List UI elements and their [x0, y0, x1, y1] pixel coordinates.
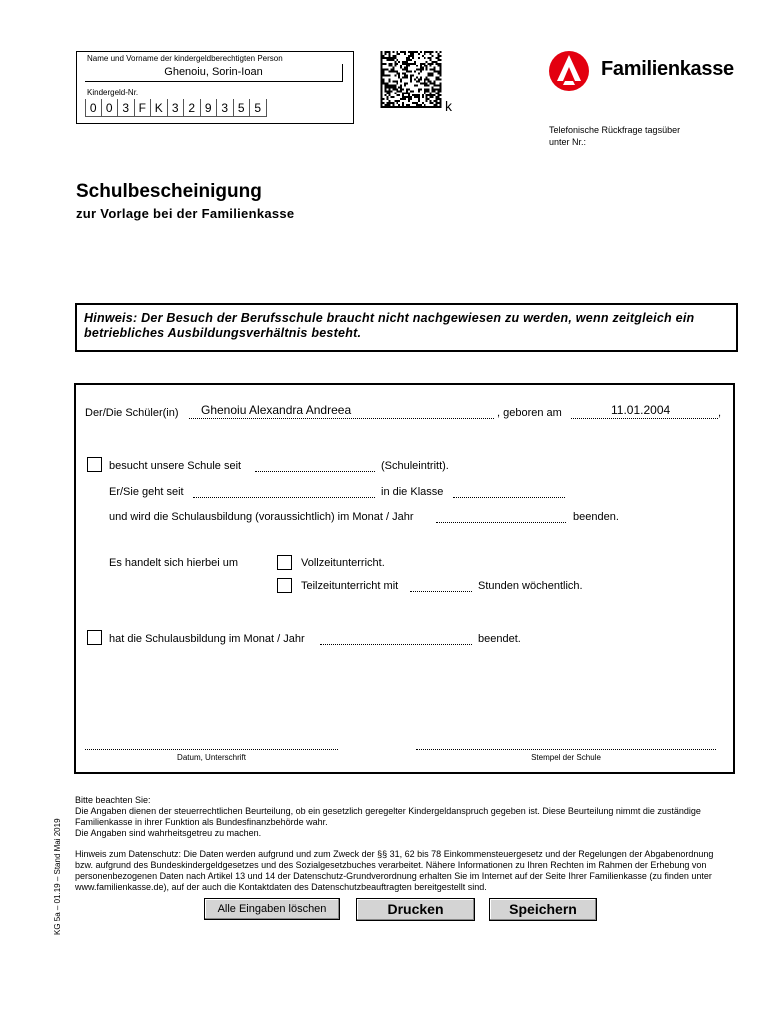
fulltime-label: Vollzeitunterricht.	[301, 557, 385, 569]
clear-inputs-button[interactable]: Alle Eingaben löschen	[204, 898, 340, 920]
signature-label: Datum, Unterschrift	[177, 753, 246, 762]
name-label: Name und Vorname der kindergeldberechtigten Person	[87, 54, 283, 63]
recipient-header-box	[76, 51, 354, 124]
class-since-field[interactable]	[193, 487, 375, 498]
qr-suffix: k	[445, 98, 452, 114]
privacy-paragraph: Hinweis zum Datenschutz: Die Daten werden aufgrund und zum Zweck der §§ 31, 62 bis 78 Einkommensteuergesetz und der Regelungen der Abgabenordnung bzw. aufgrund des Bundeskindergeldgesetzes und des Sozialgesetzbuches verarbeitet. Nähere Informationen zu Ihren Rechten im Rahmen der Erhebung von personenbezogenen Daten nach Artikel 13 und 14 der Datenschutz-Grundverordnung erhalten Sie im Internet auf der Seite Ihrer Familienkasse (zu finden unter www.familienkasse.de), auf der auch die Kontaktdaten des Datenschutzbeauftragten bereitgestellt sind.	[75, 849, 714, 892]
kindergeld-digit: 5	[234, 99, 251, 117]
kindergeld-digit: 9	[201, 99, 218, 117]
kindergeld-number-label: Kindergeld-Nr.	[87, 88, 139, 97]
school-stamp-field[interactable]	[416, 739, 716, 750]
save-button[interactable]: Speichern	[489, 898, 597, 921]
student-prefix: Der/Die Schüler(in)	[85, 407, 179, 419]
phone-info-line1: Telefonische Rückfrage tagsüber	[549, 125, 681, 135]
page-subtitle: zur Vorlage bei der Familienkasse	[76, 206, 295, 221]
class-suffix: in die Klasse	[381, 486, 444, 498]
birth-date-comma: ,	[718, 407, 722, 419]
kindergeld-number-field[interactable]	[85, 99, 267, 117]
name-field[interactable]: Ghenoiu, Sorin-Ioan	[85, 64, 343, 82]
ended-month-year-field[interactable]	[320, 634, 472, 645]
class-prefix: Er/Sie geht seit	[109, 486, 184, 498]
ended-suffix: beendet.	[478, 633, 521, 645]
form-version: KG 5a – 01.19 – Stand Mai 2019	[53, 818, 62, 935]
ended-checkbox[interactable]	[87, 630, 102, 645]
kindergeld-digit: F	[135, 99, 152, 117]
parttime-suffix: Stunden wöchentlich.	[478, 580, 583, 592]
kindergeld-digit: 3	[217, 99, 234, 117]
notes-section	[75, 795, 732, 893]
phone-info	[549, 124, 709, 148]
born-label: , geboren am	[497, 407, 562, 419]
print-button[interactable]: Drucken	[356, 898, 475, 921]
visits-suffix: (Schuleintritt).	[381, 460, 449, 472]
kindergeld-digit: 3	[118, 99, 135, 117]
phone-info-line2: unter Nr.:	[549, 137, 587, 147]
kindergeld-digit: 3	[168, 99, 185, 117]
certificate-form-box	[74, 383, 735, 774]
type-label: Es handelt sich hierbei um	[109, 557, 239, 569]
notes-paragraph: Die Angaben sind wahrheitsgetreu zu machen.	[75, 828, 262, 838]
qr-code	[380, 51, 442, 108]
notes-heading: Bitte beachten Sie:	[75, 795, 151, 805]
birth-date-value: 11.01.2004	[611, 403, 671, 417]
parttime-hours-field[interactable]	[410, 581, 472, 592]
notes-paragraph: Die Angaben dienen der steuerrechtlichen Beurteilung, ob ein gesetzlich geregelter Kindergeldanspruch gegeben ist. Diese Beurteilung nimmt die zuständige Familienkasse in ihrer Funktion als Bundesfinanzbehörde wahr.	[75, 806, 701, 827]
familienkasse-logo-icon	[547, 50, 593, 92]
kindergeld-digit: 5	[250, 99, 267, 117]
page-title: Schulbescheinigung	[76, 181, 262, 202]
kindergeld-digit: 0	[102, 99, 119, 117]
kindergeld-digit: 0	[85, 99, 102, 117]
class-field[interactable]	[453, 487, 565, 498]
end-month-year-field[interactable]	[436, 512, 566, 523]
parttime-checkbox[interactable]	[277, 578, 292, 593]
hint-box: Hinweis: Der Besuch der Berufsschule braucht nicht nachgewiesen zu werden, wenn zeitgleich ein betriebliches Ausbildungsverhältnis besteht.	[75, 303, 738, 352]
kindergeld-digit: K	[151, 99, 168, 117]
end-prefix: und wird die Schulausbildung (voraussichtlich) im Monat / Jahr	[109, 511, 414, 523]
student-name-value: Ghenoiu Alexandra Andreea	[201, 403, 352, 417]
signature-field[interactable]	[85, 739, 338, 750]
ended-label: hat die Schulausbildung im Monat / Jahr	[109, 633, 305, 645]
end-suffix: beenden.	[573, 511, 619, 523]
stamp-label: Stempel der Schule	[531, 753, 601, 762]
visits-school-checkbox[interactable]	[87, 457, 102, 472]
logo-text: Familienkasse	[601, 58, 734, 80]
fulltime-checkbox[interactable]	[277, 555, 292, 570]
parttime-label: Teilzeitunterricht mit	[301, 580, 399, 592]
school-entry-field[interactable]	[255, 461, 375, 472]
kindergeld-digit: 2	[184, 99, 201, 117]
visits-label: besucht unsere Schule seit	[109, 460, 242, 472]
